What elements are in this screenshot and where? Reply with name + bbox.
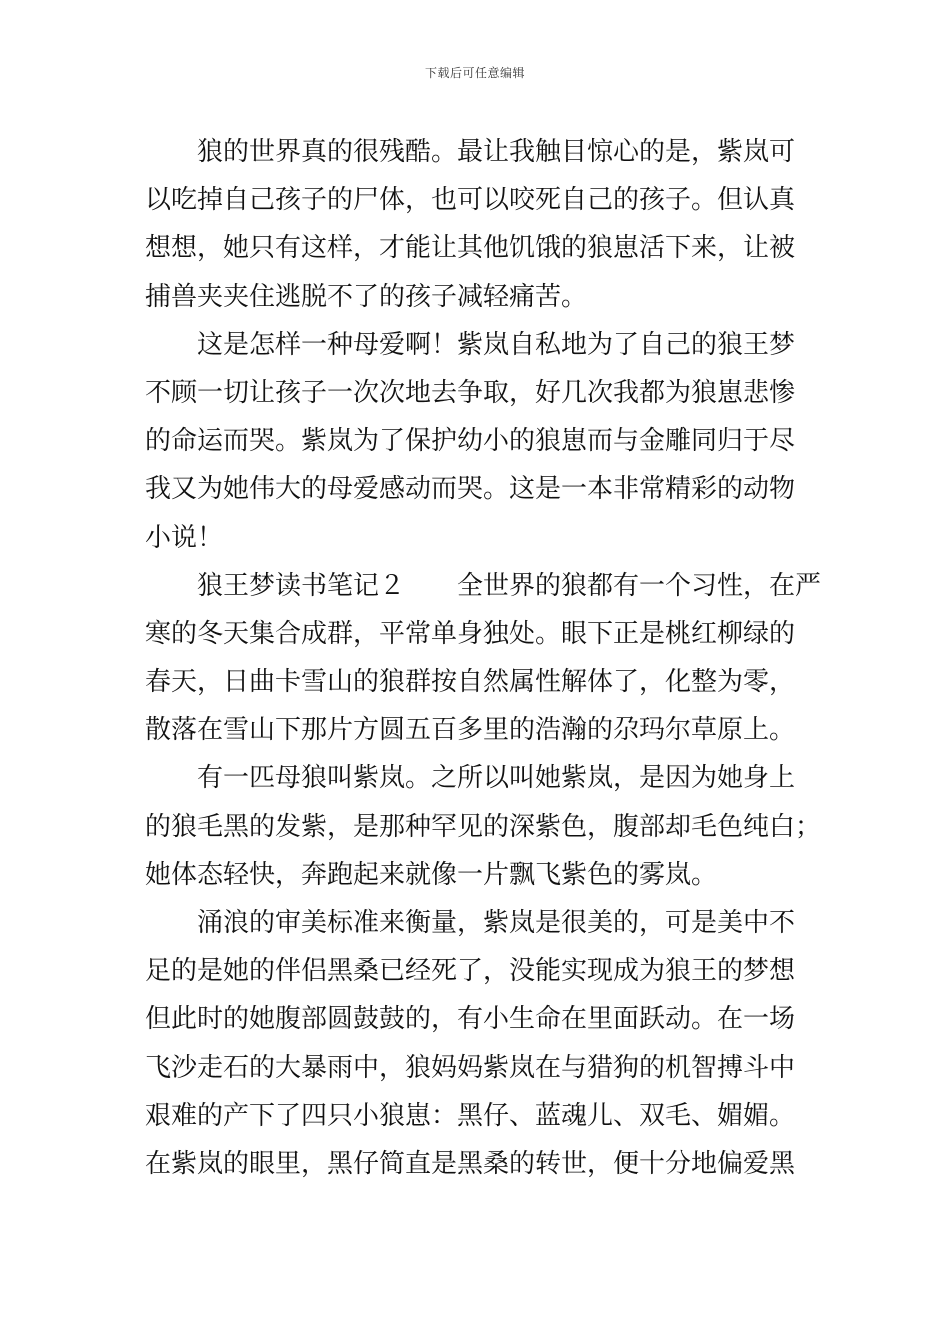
text-line: 艰难的产下了四只小狼崽：黑仔、蓝魂儿、双毛、媚媚。 <box>145 1100 796 1131</box>
text-line: 狼王梦读书笔记２ 全世界的狼都有一个习性，在严 <box>197 570 822 601</box>
text-line: 这是怎样一种母爱啊！紫岚自私地为了自己的狼王梦 <box>197 329 796 360</box>
body-text <box>145 128 822 1188</box>
text-line: 在紫岚的眼里，黑仔简直是黑桑的转世，便十分地偏爱黑 <box>145 1148 796 1179</box>
text-line: 飞沙走石的大暴雨中，狼妈妈紫岚在与猎狗的机智搏斗中 <box>145 1052 796 1083</box>
text-line: 小说！ <box>145 522 224 553</box>
text-line: 不顾一切让孩子一次次地去争取，好几次我都为狼崽悲惨 <box>145 377 796 408</box>
text-line: 想想，她只有这样，才能让其他饥饿的狼崽活下来，让被 <box>145 233 796 264</box>
text-line: 的命运而哭。紫岚为了保护幼小的狼崽而与金雕同归于尽 <box>145 426 796 457</box>
text-line: 我又为她伟大的母爱感动而哭。这是一本非常精彩的动物 <box>145 474 796 505</box>
text-line: 寒的冬天集合成群，平常单身独处。眼下正是桃红柳绿的 <box>145 618 796 649</box>
text-line: 涌浪的审美标准来衡量，紫岚是很美的，可是美中不 <box>197 908 796 938</box>
text-line: 春天，日曲卡雪山的狼群按自然属性解体了，化整为零， <box>145 667 796 698</box>
text-line: 捕兽夹夹住逃脱不了的孩子减轻痛苦。 <box>145 281 588 312</box>
text-line: 足的是她的伴侣黑桑已经死了，没能实现成为狼王的梦想 <box>145 956 796 987</box>
text-line: 有一匹母狼叫紫岚。之所以叫她紫岚，是因为她身上 <box>197 763 796 794</box>
text-line: 以吃掉自己孩子的尸体，也可以咬死自己的孩子。但认真 <box>145 185 796 216</box>
text-line: 她体态轻快，奔跑起来就像一片飘飞紫色的雾岚。 <box>145 859 718 890</box>
text-line: 散落在雪山下那片方圆五百多里的浩瀚的尕玛尔草原上。 <box>145 715 796 746</box>
text-line: 狼的世界真的很残酷。最让我触目惊心的是，紫岚可 <box>197 137 796 167</box>
page-header: 下载后可任意编辑 <box>424 66 525 80</box>
text-line: 的狼毛黑的发紫，是那种罕见的深紫色，腹部却毛色纯白； <box>145 811 822 842</box>
text-line: 但此时的她腹部圆鼓鼓的，有小生命在里面跃动。在一场 <box>145 1004 796 1035</box>
